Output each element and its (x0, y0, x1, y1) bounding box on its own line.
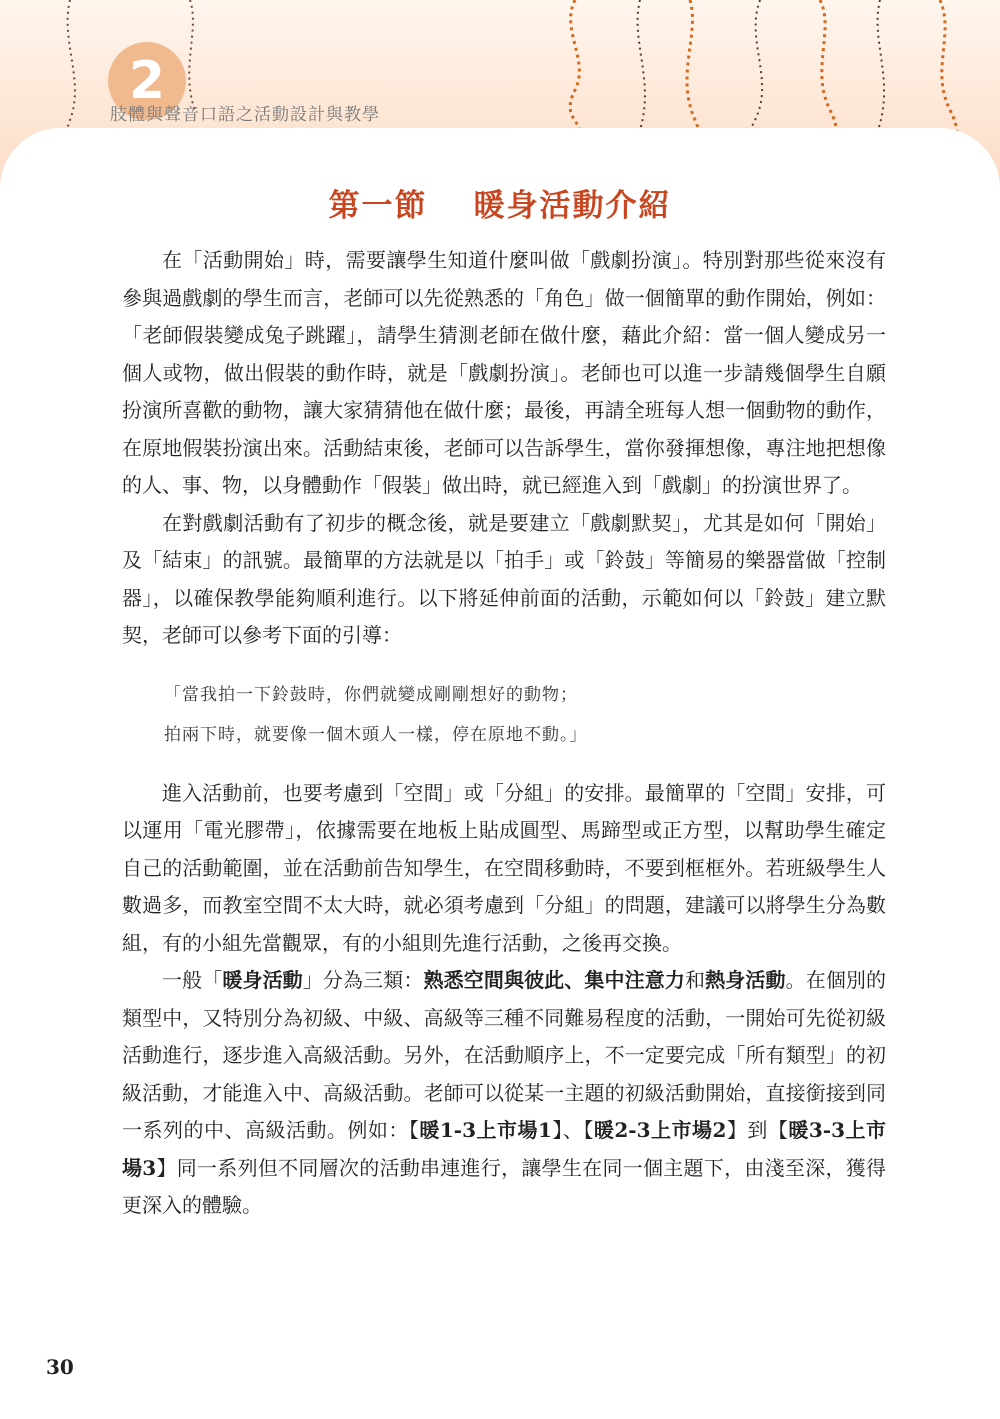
quote-block (122, 675, 886, 755)
quote-line-1: 「當我拍一下鈴鼓時，你們就變成剛剛想好的動物； (164, 684, 578, 705)
body-text (122, 242, 886, 1225)
p4-text-g: 】到【 (726, 1118, 789, 1142)
section-label: 第一節 (328, 188, 428, 224)
section-title (0, 180, 1000, 225)
p4-bold-warmup-activity: 熱身活動 (705, 968, 786, 992)
paragraph-1: 在「活動開始」時，需要讓學生知道什麼叫做「戲劇扮演」。特別對那些從來沒有參與過戲劇的學生而言，老師可以先從熟悉的「角色」做一個簡單的動作開始，例如：「老師假裝變成兔子跳躍」，請學生猜測老師在做什麼，藉此介紹：當一個人變成另一個人或物，做出假裝的動作時，就是「戲劇扮演」。老師也可以進一步請幾個學生自願扮演所喜歡的動物，讓大家猜猜他在做什麼；最後，再請全班每人想一個動物的動作，在原地假裝扮演出來。活動結束後，老師可以告訴學生，當你發揮想像，專注地把想像的人、事、物，以身體動作「假裝」做出時，就已經進入到「戲劇」的扮演世界了。 (122, 248, 886, 497)
p4-bold-categories: 熟悉空間與彼此、集中注意力 (423, 968, 685, 992)
chapter-number-badge: 2 (108, 42, 186, 120)
p4-text-f: 】、【 (551, 1118, 594, 1142)
p4-bold-activity-2: 暖2-3上市場2 (593, 1118, 727, 1142)
p4-text-e: 。在個別的類型中，又特別分為初級、中級、高級等三種不同難易程度的活動，一開始可先從初級活動進行，逐步進入高級活動。另外，在活動順序上，不一定要完成「所有類型」的初級活動，才能進入中、高級活動。老師可以從某一主題的初級活動開始，直接銜接到同一系列的中、高級活動。例如：【 (122, 968, 887, 1142)
p4-text-c: 」分為三類： (302, 968, 424, 992)
p4-bold-activity-3: 暖3-3上市場3 (122, 1118, 887, 1180)
p4-text-d: 和 (685, 968, 706, 992)
quote-line-2: 拍兩下時，就要像一個木頭人一樣，停在原地不動。」 (164, 724, 588, 745)
p4-bold-activity-1: 暖1-3上市場1 (419, 1118, 552, 1142)
paragraph-4 (122, 962, 886, 1225)
paragraph-2: 在對戲劇活動有了初步的概念後，就是要建立「戲劇默契」，尤其是如何「開始」及「結束」的訊號。最簡單的方法就是以「拍手」或「鈴鼓」等簡易的樂器當做「控制器」，以確保教學能夠順利進行。以下將延伸前面的活動，示範如何以「鈴鼓」建立默契，老師可以參考下面的引導： (122, 510, 886, 647)
running-title: 肢體與聲音口語之活動設計與教學 (110, 105, 380, 125)
page-number: 30 (46, 1355, 74, 1379)
paragraph-3: 進入活動前，也要考慮到「空間」或「分組」的安排。最簡單的「空間」安排，可以運用「電光膠帶」，依據需要在地板上貼成圓型、馬蹄型或正方型，以幫助學生確定自己的活動範圍，並在活動前告知學生，在空間移動時，不要到框框外。若班級學生人數過多，而教室空間不太大時，就必須考慮到「分組」的問題，建議可以將學生分為數組，有的小組先當觀眾，有的小組則先進行活動，之後再交換。 (122, 780, 886, 955)
p4-text-a: 一般「 (162, 968, 223, 992)
section-heading: 暖身活動介紹 (473, 188, 672, 224)
p4-bold-warmup: 暖身活動 (222, 968, 303, 992)
p4-text-h: 】同一系列但不同層次的活動串連進行，讓學生在同一個主題下，由淺至深，獲得更深入的體驗。 (122, 1155, 887, 1217)
